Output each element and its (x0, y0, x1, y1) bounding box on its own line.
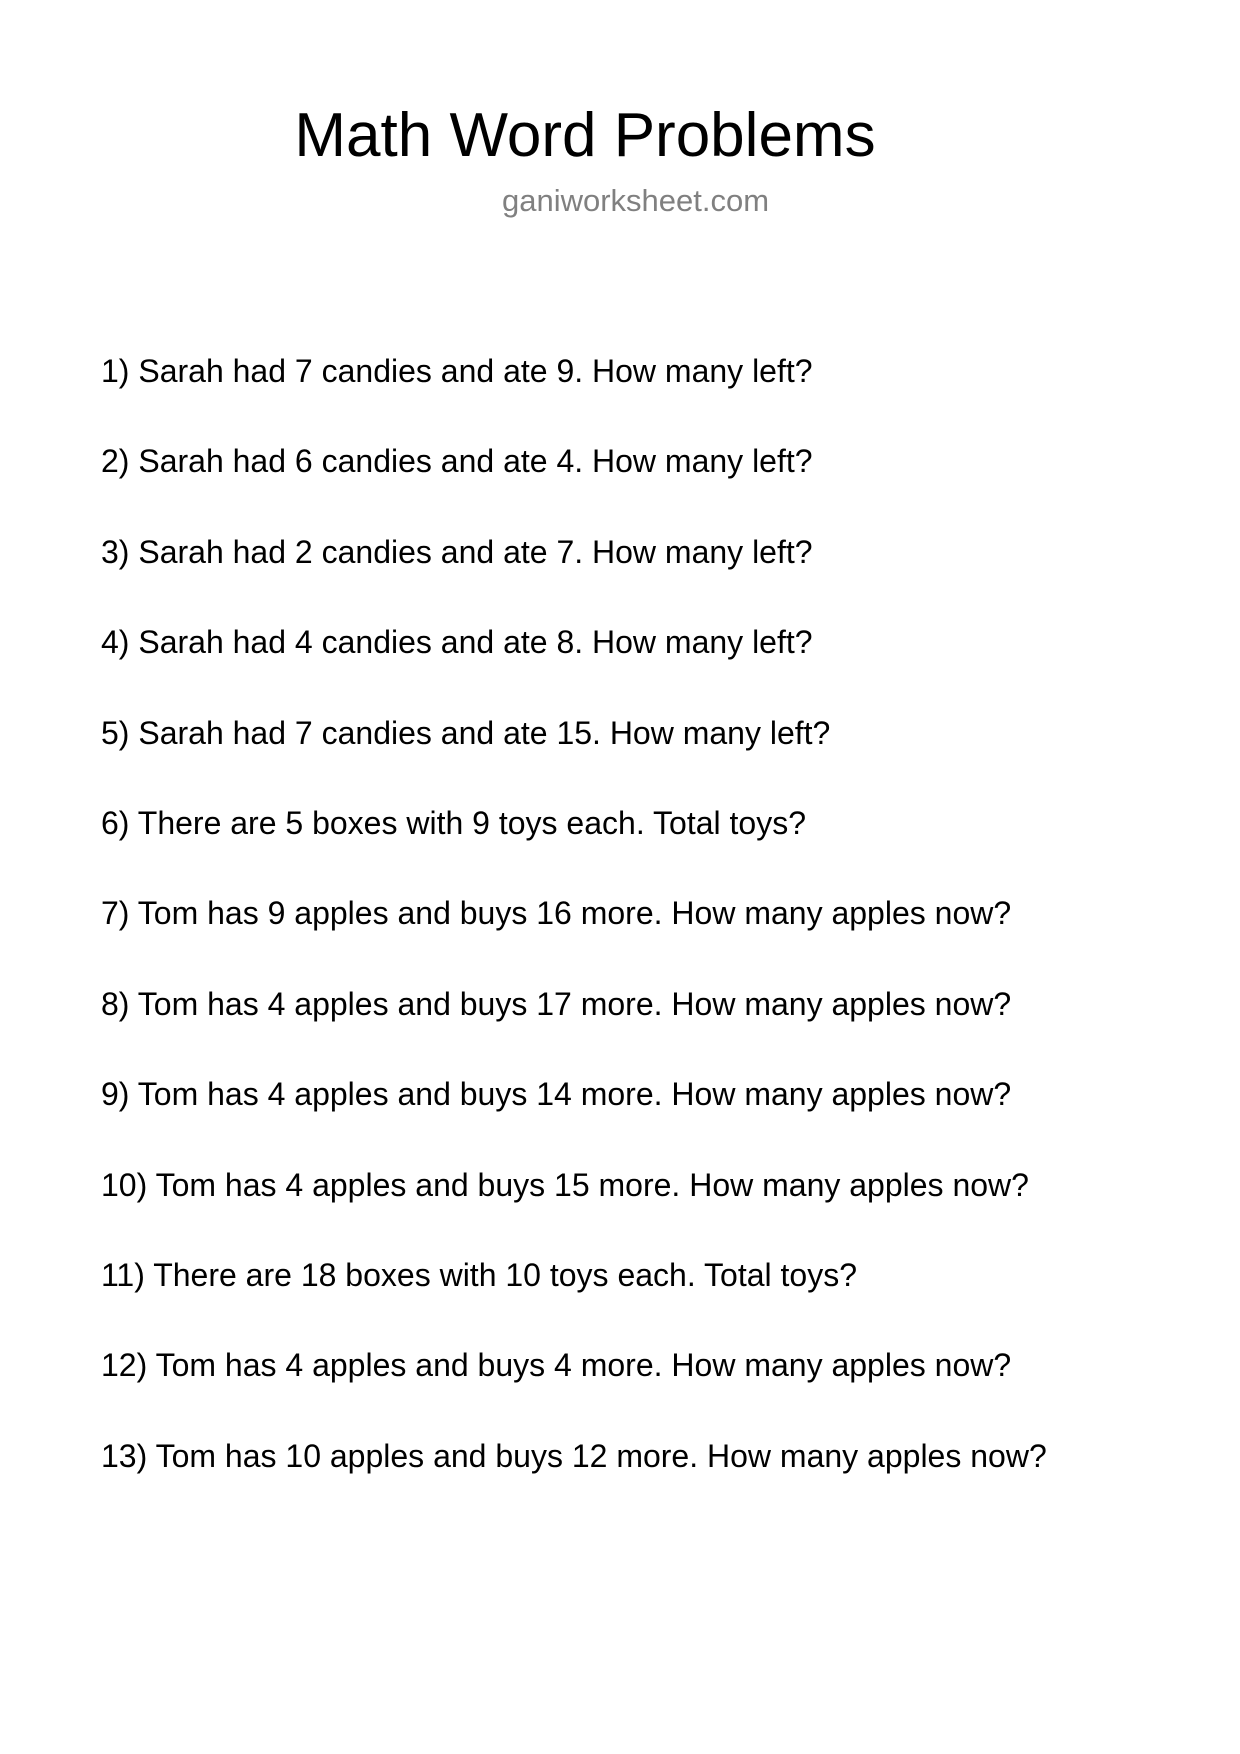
problem-item: 13) Tom has 10 apples and buys 12 more. How many apples now? (101, 1437, 1047, 1474)
problem-item: 7) Tom has 9 apples and buys 16 more. How many apples now? (101, 895, 1012, 932)
site-watermark: ganiworksheet.com (502, 183, 770, 218)
page-title: Math Word Problems (294, 101, 876, 170)
problem-item: 2) Sarah had 6 candies and ate 4. How many left? (101, 443, 813, 480)
problem-item: 5) Sarah had 7 candies and ate 15. How many left? (101, 714, 831, 751)
problem-item: 1) Sarah had 7 candies and ate 9. How many left? (101, 353, 813, 389)
problem-item: 9) Tom has 4 apples and buys 14 more. How many apples now? (101, 1076, 1012, 1113)
problem-item: 12) Tom has 4 apples and buys 4 more. How many apples now? (101, 1347, 1012, 1384)
problem-item: 6) There are 5 boxes with 9 toys each. Total toys? (101, 805, 806, 841)
problem-item: 11) There are 18 boxes with 10 toys each. Total toys? (101, 1257, 857, 1293)
problem-item: 4) Sarah had 4 candies and ate 8. How many left? (101, 624, 813, 661)
problem-item: 3) Sarah had 2 candies and ate 7. How many left? (101, 533, 813, 570)
problem-item: 8) Tom has 4 apples and buys 17 more. How many apples now? (101, 985, 1012, 1022)
problem-item: 10) Tom has 4 apples and buys 15 more. How many apples now? (101, 1166, 1029, 1203)
